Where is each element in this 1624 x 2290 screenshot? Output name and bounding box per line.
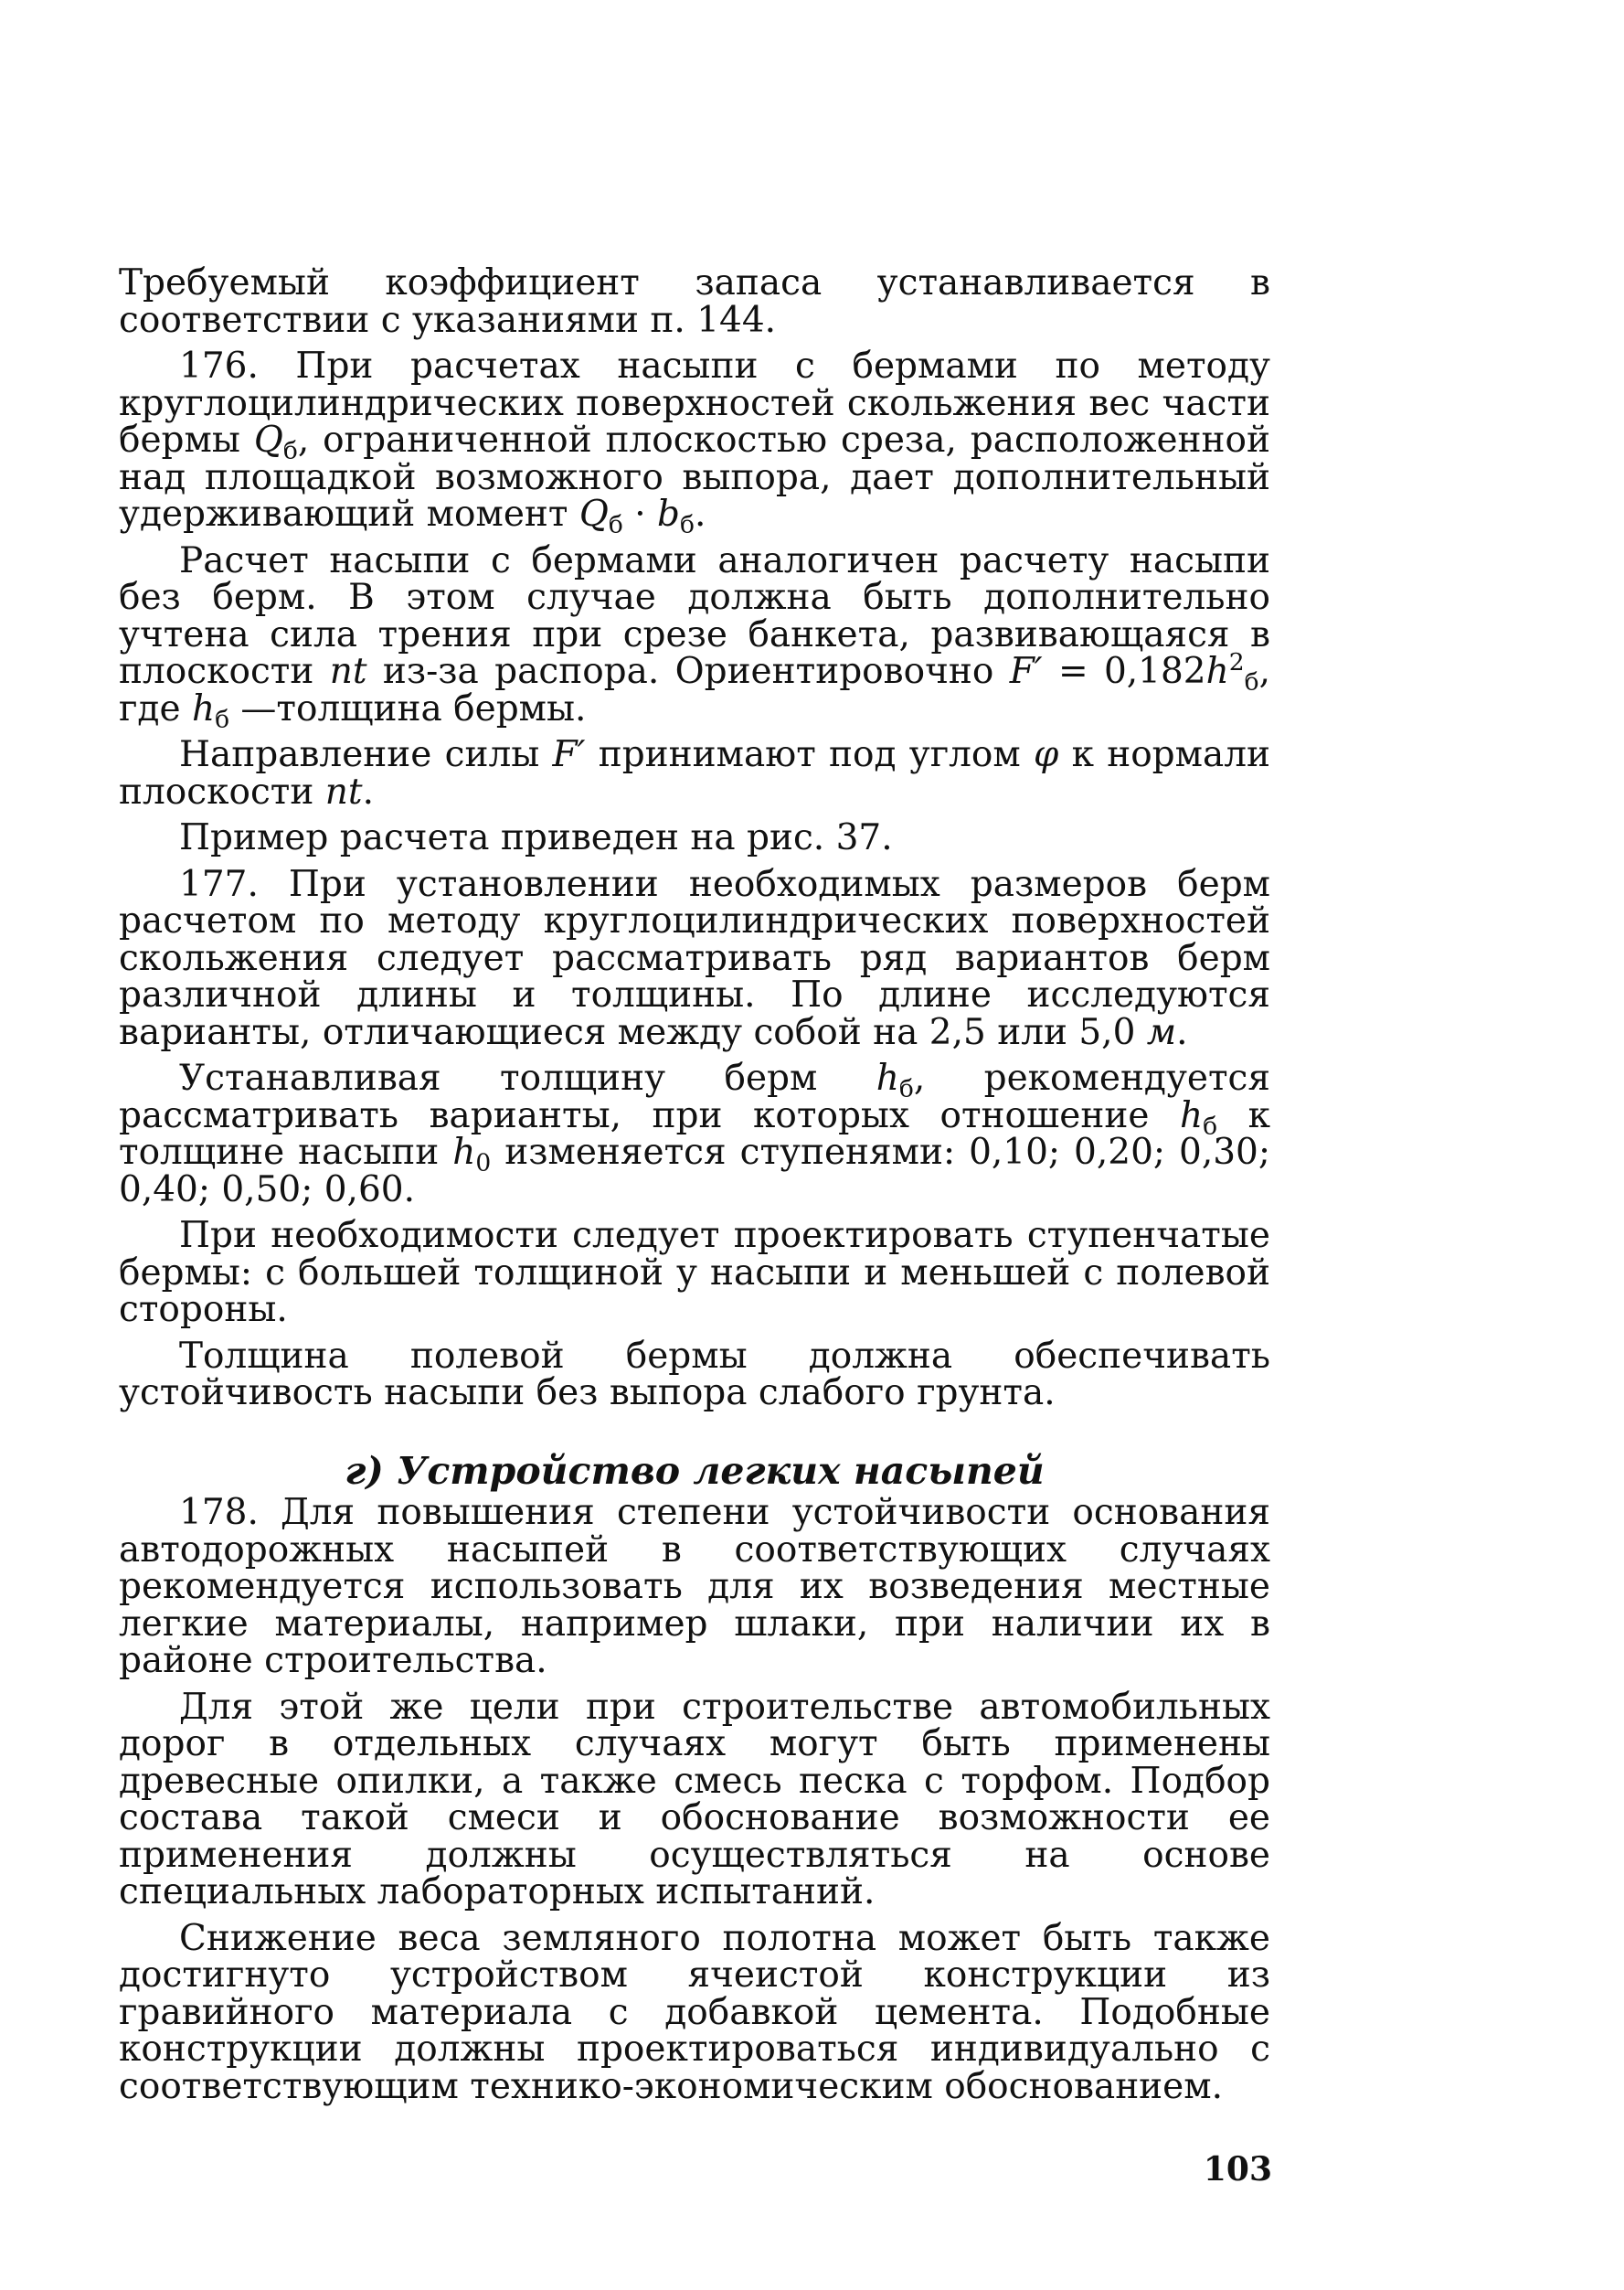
- symbol-Q: Q: [253, 420, 283, 461]
- paragraph-example: Пример расчета приведен на рис. 37.: [179, 817, 893, 858]
- symbol-phi: φ: [1034, 734, 1059, 775]
- paragraph-calculation: Расчет насыпи с бермами аналогичен расчету насыпи без берм. В этом случае должна быть дополнительно учтена сила трения при срезе банкета, развивающаяся в плоскости nt из-за распора. Ориентировочно $F' = 0,182h^2_б$, где $h_б$ —толщина бермы.: [119, 539, 1270, 733]
- paragraph-cellular: Снижение веса земляного полотна может быть также достигнуто устройством ячеистой конструкции из гравийного материала с добавкой цемента. Подобные конструкции должны проектироваться индивидуально с соответствующим технико-экономическим обоснованием.: [119, 1917, 1270, 2107]
- paragraph-force-direction: Направление силы F′ принимают под углом φ к нормали плоскости nt.: [119, 734, 1270, 813]
- document-body: [119, 262, 1270, 2114]
- paragraph-176: 176. При расчетах насыпи с бермами по методу круглоцилиндрических поверхностей скольжения вес части бермы $Q_б$, ограниченной плоскостью среза, расположенной над площадкой возможного выпора, дает дополнительный удерживающий момент $Q_б \cdot b_б$.: [119, 346, 1270, 539]
- section-heading: г) Устройство легких насыпей: [345, 1448, 1045, 1493]
- paragraph-sawdust: Для этой же цели при строительстве автомобильных дорог в отдельных случаях могут быть применены древесные опилки, а также смесь песка с торфом. Подбор состава такой смеси и обоснование возможности ее применения должны осуществляться на основе специальных лабораторных испытаний.: [119, 1686, 1270, 1912]
- paragraph-stepped-berms: При необходимости следует проектировать ступенчатые бермы: с большей толщиной у насыпи и меньшей с полевой стороны.: [119, 1215, 1270, 1330]
- symbol-nt: nt: [329, 651, 367, 692]
- paragraph-177: 177. При установлении необходимых размеров берм расчетом по методу круглоцилиндрических поверхностей скольжения следует рассматривать ряд вариантов берм различной длины и толщины. По длине исследуются варианты, отличающиеся между собой на 2,5 или 5,0 м.: [119, 863, 1270, 1053]
- symbol-b: b: [657, 494, 681, 535]
- paragraph-178: 178. Для повышения степени устойчивости основания автодорожных насыпей в соответствующих случаях рекомендуется использовать для их возведения местные легкие материалы, например шлаки, при наличии их в районе строительства.: [119, 1492, 1270, 1681]
- paragraph-thickness: Устанавливая толщину берм $h_б$, рекомендуется рассматривать варианты, при которых отношение $h_б$ к толщине насыпи $h_0$ изменяется ступенями: 0,10; 0,20; 0,30; 0,40; 0,50; 0,60.: [119, 1058, 1270, 1210]
- formula-F: F′: [1009, 651, 1043, 692]
- paragraph-field-berm: Толщина полевой бермы должна обеспечивать устойчивость насыпи без выпора слабого грунта.: [119, 1335, 1270, 1413]
- paragraph-safety-factor: Требуемый коэффициент запаса устанавливается в соответствии с указаниями п. 144.: [119, 262, 1270, 341]
- page-number: 103: [1203, 2150, 1272, 2189]
